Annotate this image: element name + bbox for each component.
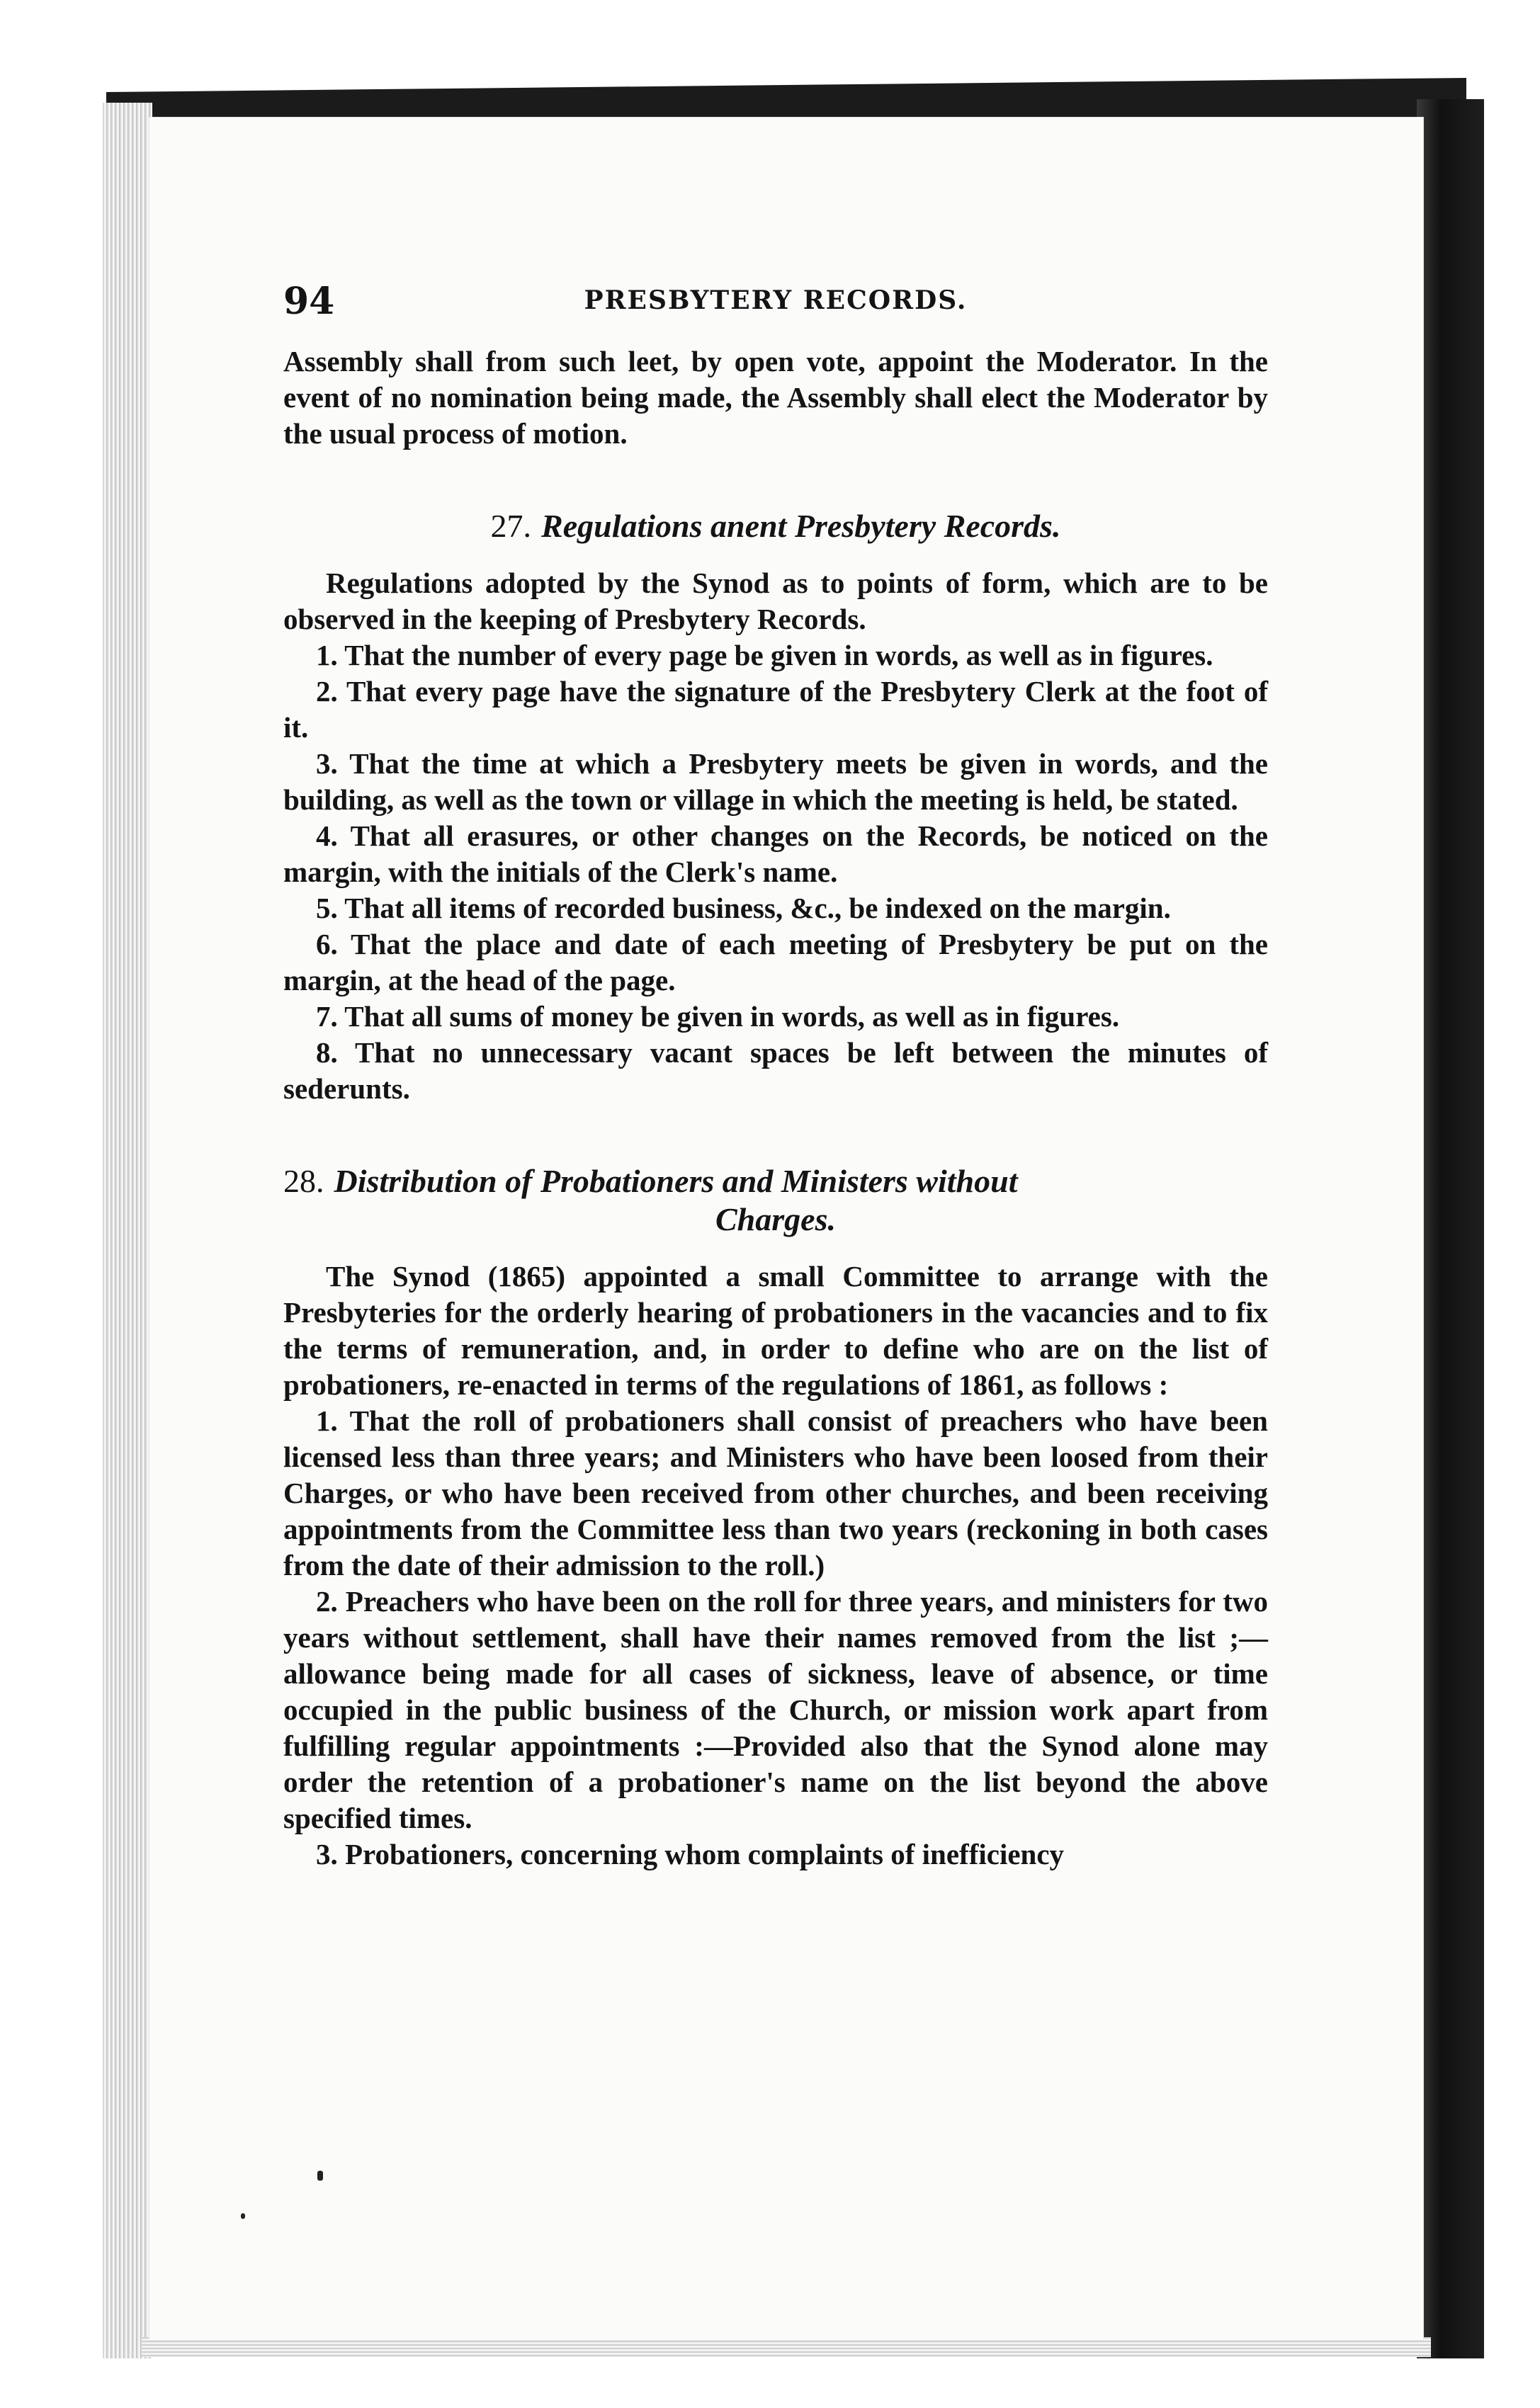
list-item: 1. That the roll of probationers shall consist of preachers who have been licensed less than three years; and Ministers who have been loosed from their Charges, or who have been received from other churches, and been receiving appointments from the Committee less than two years (reckoning in both cases from the date of their admission to the roll.): [283, 1404, 1268, 1581]
list-item: 1. That the number of every page be given in words, as well as in figures.: [316, 639, 1213, 671]
page-number: 94: [283, 280, 335, 323]
book-page: [149, 117, 1424, 2341]
section-27-title: Regulations anent Presbytery Records.: [541, 508, 1061, 544]
list-item: 2. That every page have the signature of the Presbytery Clerk at the foot of it.: [283, 675, 1268, 744]
section-27-lead: Regulations adopted by the Synod as to points of form, which are to be observed in the keeping of Presbytery Records.: [283, 567, 1268, 635]
list-item: 3. That the time at which a Presbytery meets be given in words, and the building, as well as the town or village in which the meeting is held, be stated.: [283, 747, 1268, 816]
list-item: 7. That all sums of money be given in words, as well as in figures.: [316, 1000, 1120, 1033]
section-28-number: 28.: [283, 1163, 324, 1199]
list-item: 4. That all erasures, or other changes on the Records, be noticed on the margin, with the initials of the Clerk's name.: [283, 819, 1268, 888]
list-item: 5. That all items of recorded business, &c., be indexed on the margin.: [316, 892, 1171, 924]
section-27-number: 27.: [490, 508, 532, 544]
section-27-heading: [283, 507, 1268, 545]
page-edges-left: [103, 103, 152, 2358]
section-28-title-line1: Distribution of Probationers and Ministers without: [334, 1163, 1018, 1199]
list-item: 2. Preachers who have been on the roll for three years, and ministers for two years without settlement, shall have their names removed from the list ;—allowance being made for all cases of sickness, leave of absence, or time occupied in the public business of the Church, or mission work apart from fulfilling regular appointments :—Provided also that the Synod alone may order the retention of a probationer's name on the list beyond the above specified times.: [283, 1585, 1268, 1834]
page-content: [283, 280, 1268, 1873]
list-item: 3. Probationers, concerning whom complaints of inefficiency: [316, 1838, 1065, 1870]
section-27-list: [283, 637, 1268, 1107]
section-28-lead: The Synod (1865) appointed a small Committee to arrange with the Presbyteries for the orderly hearing of probationers in the vacancies and to fix the terms of remuneration, and, in order to define who are on the list of probationers, re-enacted in terms of the regulations of 1861, as follows :: [283, 1260, 1268, 1401]
section-28-title-line2: Charges.: [715, 1201, 836, 1237]
list-item: 8. That no unnecessary vacant spaces be left between the minutes of sederunts.: [283, 1036, 1268, 1105]
list-item: 6. That the place and date of each meeting of Presbytery be put on the margin, at the head of the page.: [283, 928, 1268, 996]
intro-paragraph: Assembly shall from such leet, by open vote, appoint the Moderator. In the event of no nomination being made, the Assembly shall elect the Moderator by the usual process of motion.: [283, 345, 1268, 450]
running-head: [283, 280, 1268, 336]
running-title: PRESBYTERY RECORDS.: [584, 285, 968, 315]
scan-speck: [317, 2171, 323, 2181]
scan-speck: [241, 2213, 245, 2219]
section-28-list: [283, 1403, 1268, 1873]
section-28-heading: [283, 1162, 1268, 1239]
scan-shadow-right: [1417, 99, 1484, 2358]
